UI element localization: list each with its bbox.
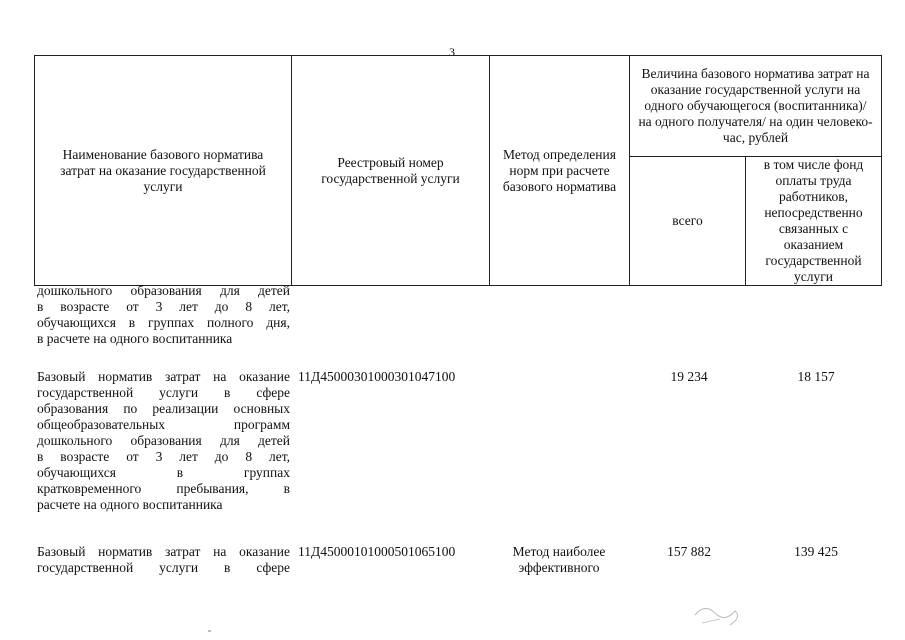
row-3-fund: 139 425	[794, 544, 838, 559]
row-2-registry: 11Д45000301000301047100	[298, 369, 456, 384]
row-3-registry: 11Д45000101000501065100	[298, 544, 456, 559]
header-name-cell: Наименование базового норматива затрат на оказание государственной услуги	[35, 56, 292, 286]
row-3-method: Метод наиболее эффективного	[512, 544, 606, 575]
header-table	[34, 55, 882, 286]
row-3-total: 157 882	[667, 544, 711, 559]
signature-trace	[690, 595, 750, 635]
row-2-total: 19 234	[670, 369, 708, 384]
page-number: 3	[449, 45, 455, 59]
header-fund-cell: в том числе фонд оплаты труда работников, непосредственно связанных с оказанием государственной услуги	[746, 157, 882, 286]
header-registry-cell: Реестровый номер государственной услуги	[292, 56, 490, 286]
row-1-name: дошкольного образования для детей в возрасте от 3 лет до 8 лет, обучающихся в группах полного дня, в расчете на одного воспитанника	[37, 283, 290, 346]
header-method-cell: Метод определения норм при расчете базового норматива	[490, 56, 630, 286]
header-total-cell: всего	[630, 157, 746, 286]
row-2-fund: 18 157	[797, 369, 835, 384]
scan-dot	[208, 630, 211, 632]
row-3-name: Базовый норматив затрат на оказание государственной услуги в сфере	[37, 544, 290, 575]
row-2-name: Базовый норматив затрат на оказание государственной услуги в сфере образования по реализации основных общеобразовательных программ дошкольного образования для детей в возрасте от 3 лет до 8 лет, обучающихся в группах кратковременного пребывания, в расчете на одного воспитанника	[37, 369, 290, 512]
header-value-group-cell: Величина базового норматива затрат на оказание государственной услуги на одного обучающегося (воспитанника)/ на одного получателя/ на один человеко-час, рублей	[630, 56, 882, 157]
